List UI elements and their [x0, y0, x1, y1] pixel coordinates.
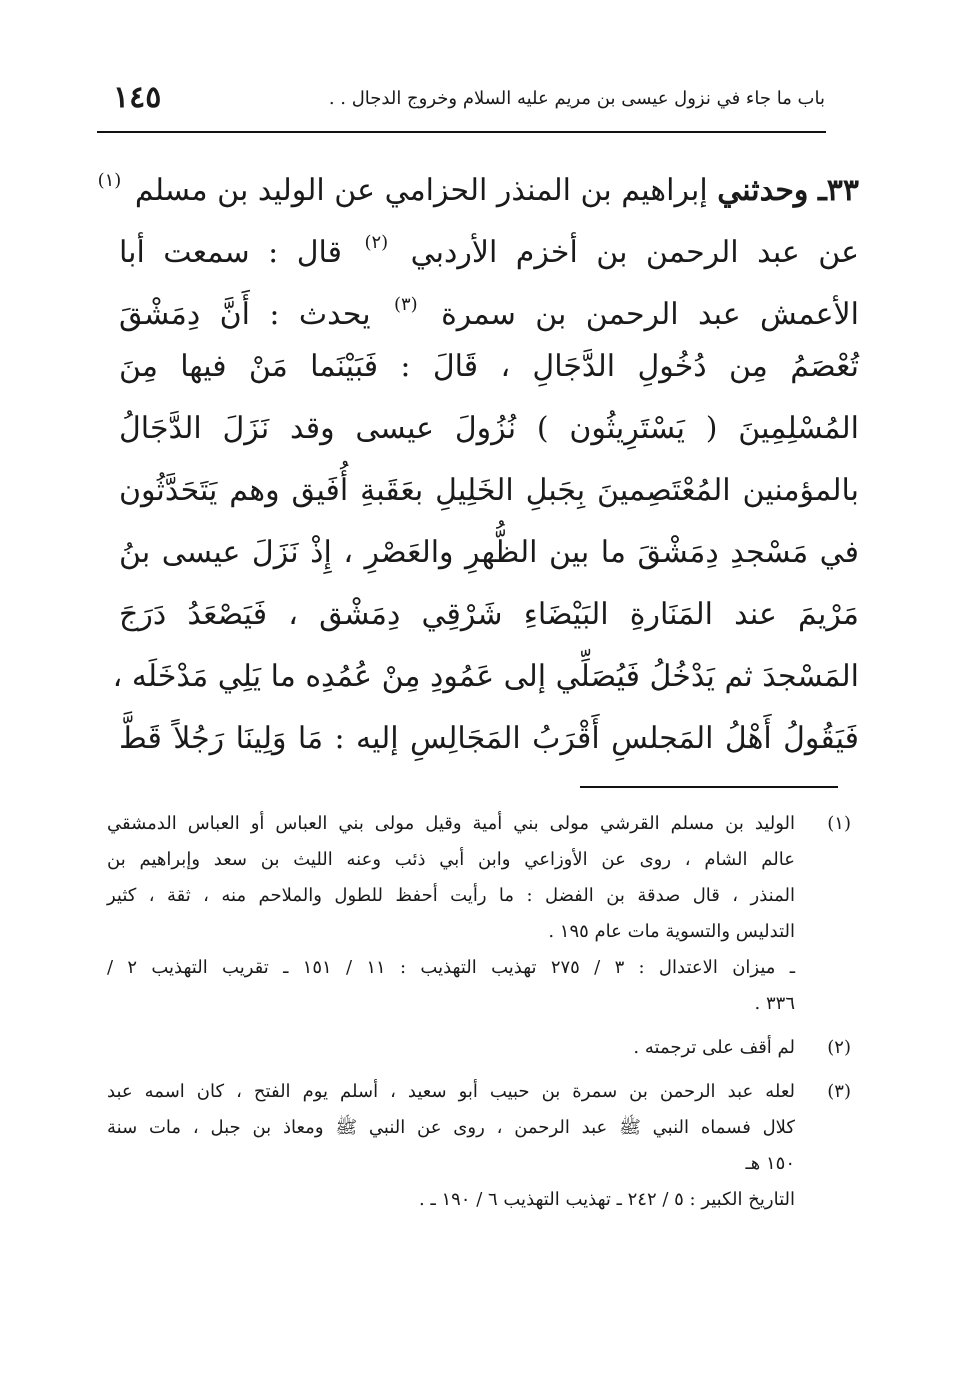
chapter-title: باب ما جاء في نزول عيسى بن مريم عليه السلام وخروج الدجال . .: [328, 88, 825, 109]
footnotes: [107, 806, 851, 1226]
hadith-line: بالمؤمنين المُعْتَصِمينَ بِجَبلِ الخَلِيلِ بعَقَبةِ أُفَيق وهم يَتَحَدَّثُون: [119, 473, 859, 508]
footnote-ref[interactable]: (٢): [364, 232, 389, 253]
page-number: ١٤٥: [113, 80, 162, 115]
footnote-marker: (٣): [827, 1081, 851, 1102]
footnote-line: لعله عبد الرحمن بن سمرة بن حبيب أبو سعيد ، أسلم يوم الفتح ، كان اسمه عبد: [107, 1081, 795, 1102]
hadith-line: [97, 150, 859, 212]
header-divider: [97, 131, 826, 133]
footnote-ref[interactable]: (٣): [393, 294, 418, 315]
footnote-reference-line: ٣٣٦ .: [754, 993, 795, 1014]
footnote-line: التدليس والتسوية مات عام ١٩٥ .: [548, 921, 795, 942]
hadith-line: فَيَقُولُ أَهْلُ المَجلسِ أَقْرَبُ المَجَالِسِ إليه : مَا وَلِينَا رَجُلاً قَطَّ: [119, 721, 859, 756]
footnote-ref[interactable]: (١): [97, 170, 122, 191]
hadith-line-text: عن عبد الرحمن بن أخزم الأردبي: [410, 235, 859, 270]
hadith-line-text: يحدث : أَنَّ دِمَشْقَ: [119, 297, 371, 332]
hadith-line: المُسْلِمِينَ ( يَسْتَرِيثُون ) نُزُولَ عيسى وقد نَزَلَ الدَّجَالُ: [119, 411, 859, 446]
footnote-line: لم أقف على ترجمته .: [633, 1037, 795, 1058]
hadith-text: [97, 150, 859, 770]
hadith-line: [119, 212, 859, 274]
footnote-marker: (١): [827, 813, 851, 834]
hadith-line: [119, 274, 859, 336]
footnote-2: [107, 1030, 851, 1066]
hadith-line-text: إبراهيم بن المنذر الحزامي عن الوليد بن مسلم: [134, 173, 708, 208]
hadith-line-text: قال : سمعت أبا: [119, 235, 342, 270]
hadith-line-text: الأعمش عبد الرحمن بن سمرة: [441, 297, 859, 332]
hadith-number: ٣٣ـ: [817, 173, 859, 208]
footnote-3: [107, 1074, 851, 1218]
opening-word: وحدثني: [717, 173, 809, 208]
footnote-reference-line: التاريخ الكبير : ٥ / ٢٤٢ ـ تهذيب التهذيب ٦ / ١٩٠ ـ .: [419, 1189, 795, 1210]
hadith-line: المَسْجدَ ثم يَدْخُلُ فَيُصَلِّي إلى عَمُودِ مِنْ عُمُدِه ما يَلِي مَدْخَلَه ،: [112, 659, 859, 694]
hadith-line: في مَسْجدِ دِمَشْقَ ما بين الظُّهرِ والعَصْرِ ، إِذْ نَزَلَ عيسى بنُ: [119, 535, 859, 570]
hadith-line: تُعْصَمُ مِن دُخُولِ الدَّجَالِ ، قَالَ : فَبَيْنَما مَنْ فيها مِنَ: [119, 349, 859, 384]
footnote-1: [107, 806, 851, 1022]
footnote-marker: (٢): [827, 1037, 851, 1058]
running-header: [95, 78, 825, 126]
footnote-line: المنذر ، قال صدقة بن الفضل : ما رأيت أحفظ للطول والملاحم منه ، ثقة ، كثير: [107, 885, 795, 906]
footnote-line: ١٥٠ هـ: [745, 1153, 795, 1174]
hadith-line: مَرْيمَ عند المَنَارةِ البَيْضَاءِ شَرْقِي دِمَشْق ، فَيَصْعَدُ دَرَجَ: [119, 597, 859, 632]
footnote-line: عالم الشام ، روى عن الأوزاعي وابن أبي ذئب وعنه الليث بن سعد وإبراهيم بن: [107, 849, 795, 870]
footnote-divider: [580, 786, 838, 788]
footnote-line: كلال فسماه النبي ﷺ عبد الرحمن ، روى عن النبي ﷺ ومعاذ بن جبل ، مات سنة: [107, 1117, 795, 1138]
footnote-reference-line: ـ ميزان الاعتدال : ٣ / ٢٧٥ تهذيب التهذيب : ١١ / ١٥١ ـ تقريب التهذيب ٢ /: [107, 957, 796, 978]
footnote-line: الوليد بن مسلم القرشي مولى بني أمية وقيل مولى بني العباس أو العباس الدمشقي: [107, 813, 795, 834]
